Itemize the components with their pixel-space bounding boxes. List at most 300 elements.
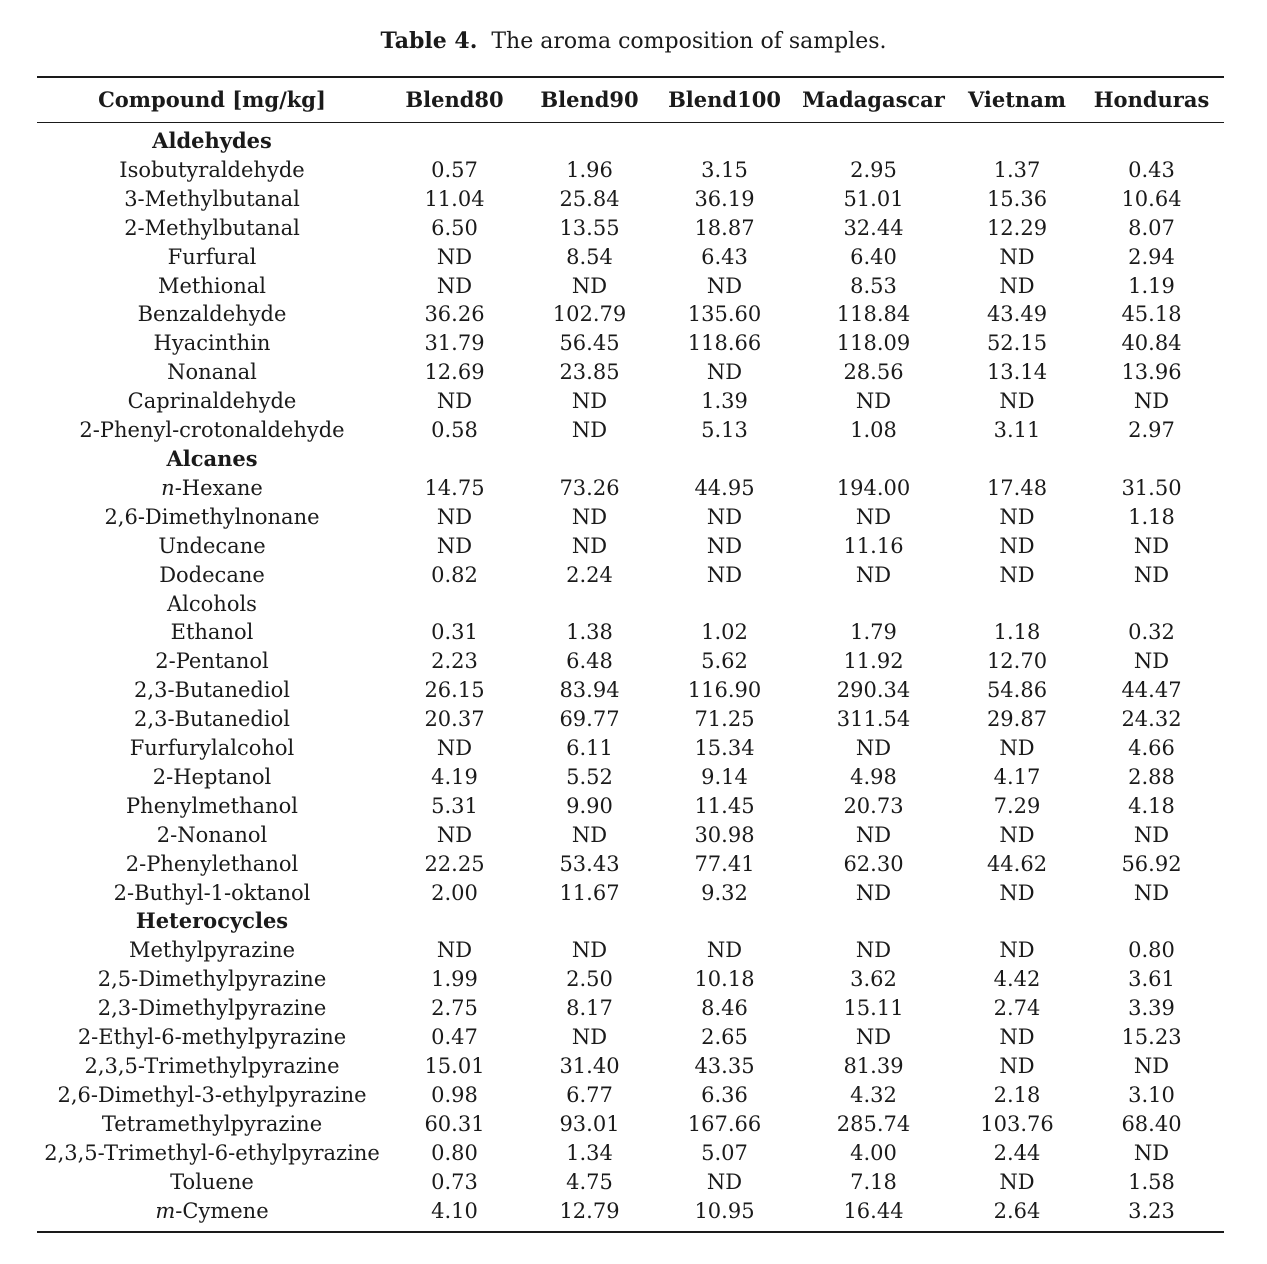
value-cell-vietnam: ND bbox=[999, 1054, 1035, 1078]
value-cell-madagascar: 1.79 bbox=[850, 620, 897, 645]
value-cell-blend100: 11.45 bbox=[694, 793, 755, 818]
value-cell-vietnam: ND bbox=[999, 533, 1035, 558]
value-cell-blend80: ND bbox=[436, 389, 473, 414]
table-row bbox=[37, 532, 1224, 561]
value-cell-blend100: 18.87 bbox=[694, 215, 755, 240]
value-cell-blend80: 0.73 bbox=[431, 1169, 478, 1194]
value-cell-vietnam: 2.44 bbox=[993, 1140, 1041, 1165]
value-cell-madagascar: 311.54 bbox=[836, 707, 911, 732]
value-cell-honduras: 2.88 bbox=[1128, 764, 1175, 789]
category-row bbox=[37, 590, 1224, 619]
value-cell-honduras: ND bbox=[1133, 562, 1170, 587]
value-cell-vietnam: ND bbox=[999, 562, 1035, 587]
value-cell-blend80: 4.19 bbox=[431, 764, 478, 789]
value-cell-madagascar: ND bbox=[855, 389, 892, 414]
compound-name: Furfurylalcohol bbox=[129, 736, 295, 761]
value-cell-blend100: 135.60 bbox=[687, 302, 762, 327]
table-header bbox=[37, 77, 1224, 123]
value-cell-vietnam: 2.64 bbox=[993, 1198, 1041, 1223]
value-cell-vietnam: 17.48 bbox=[986, 475, 1048, 500]
value-cell-madagascar: ND bbox=[855, 562, 892, 587]
category-row bbox=[37, 907, 1224, 936]
value-cell-honduras: ND bbox=[1133, 1140, 1170, 1165]
compound-name: 2,6-Dimethyl-3-ethylpyrazine bbox=[57, 1082, 367, 1107]
value-cell-blend100: 9.14 bbox=[701, 764, 748, 789]
table-row bbox=[37, 329, 1224, 358]
table-row bbox=[37, 156, 1224, 185]
compound-name: Furfural bbox=[167, 244, 257, 269]
value-cell-honduras: ND bbox=[1133, 880, 1170, 905]
value-cell-blend90: 8.17 bbox=[566, 996, 613, 1021]
value-cell-madagascar: ND bbox=[855, 1025, 892, 1050]
category-label: Heterocycles bbox=[135, 908, 289, 934]
value-cell-madagascar: 7.18 bbox=[850, 1169, 897, 1194]
value-cell-vietnam: 12.29 bbox=[986, 215, 1048, 240]
value-cell-blend100: 10.18 bbox=[694, 967, 755, 992]
value-cell-blend100: ND bbox=[706, 273, 743, 298]
value-cell-blend80: 2.75 bbox=[431, 996, 478, 1021]
value-cell-vietnam: ND bbox=[999, 880, 1035, 905]
value-cell-blend80: ND bbox=[436, 273, 473, 298]
value-cell-blend90: 56.45 bbox=[559, 331, 620, 356]
value-cell-blend100: 6.43 bbox=[701, 244, 748, 269]
empty-cell bbox=[522, 590, 657, 619]
compound-name: 3-Methylbutanal bbox=[124, 186, 300, 211]
compound-name: Ethanol bbox=[170, 620, 254, 645]
value-cell-vietnam: 54.86 bbox=[986, 678, 1048, 703]
value-cell-blend90: 4.75 bbox=[566, 1169, 613, 1194]
value-cell-honduras: 4.66 bbox=[1128, 736, 1175, 761]
table-row bbox=[37, 416, 1224, 445]
value-cell-honduras: 40.84 bbox=[1121, 331, 1182, 356]
value-cell-blend100: 36.19 bbox=[694, 186, 755, 211]
value-cell-blend100: ND bbox=[706, 533, 743, 558]
compound-name-text: -Cymene bbox=[175, 1198, 269, 1223]
table-row bbox=[37, 561, 1224, 590]
value-cell-vietnam: 15.36 bbox=[986, 186, 1048, 211]
value-cell-vietnam: 2.74 bbox=[993, 996, 1041, 1021]
value-cell-blend90: 2.50 bbox=[566, 967, 613, 992]
value-cell-madagascar: ND bbox=[855, 822, 892, 847]
value-cell-honduras: 0.80 bbox=[1128, 938, 1175, 963]
compound-name: Undecane bbox=[158, 533, 266, 558]
value-cell-blend90: 6.48 bbox=[566, 649, 613, 674]
value-cell-blend100: 15.34 bbox=[694, 736, 755, 761]
empty-cell bbox=[1079, 907, 1224, 936]
value-cell-blend80: 2.00 bbox=[431, 880, 478, 905]
empty-cell bbox=[522, 445, 657, 474]
table-row bbox=[37, 1052, 1224, 1081]
empty-cell bbox=[657, 907, 792, 936]
value-cell-vietnam: ND bbox=[999, 389, 1035, 414]
value-cell-blend80: ND bbox=[436, 533, 473, 558]
value-cell-vietnam: 7.29 bbox=[993, 793, 1041, 818]
value-cell-blend100: ND bbox=[706, 562, 743, 587]
value-cell-honduras: 0.32 bbox=[1128, 620, 1175, 645]
table-row bbox=[37, 705, 1224, 734]
value-cell-blend90: ND bbox=[571, 504, 608, 529]
compound-prefix: n bbox=[161, 475, 175, 500]
value-cell-madagascar: 62.30 bbox=[843, 851, 904, 876]
value-cell-blend90: 6.77 bbox=[566, 1082, 613, 1107]
value-cell-blend80: 14.75 bbox=[424, 475, 485, 500]
compound-name: Isobutyraldehyde bbox=[119, 157, 305, 182]
empty-cell bbox=[955, 123, 1079, 156]
value-cell-blend90: 13.55 bbox=[559, 215, 620, 240]
table-caption bbox=[0, 27, 1267, 56]
value-cell-blend80: ND bbox=[436, 822, 473, 847]
value-cell-madagascar: 4.98 bbox=[850, 764, 897, 789]
column-header-madagascar: Madagascar bbox=[802, 87, 945, 112]
value-cell-blend80: ND bbox=[436, 938, 473, 963]
compound-prefix: m bbox=[155, 1198, 176, 1223]
value-cell-blend100: 1.02 bbox=[701, 620, 748, 645]
column-header-blend100: Blend100 bbox=[668, 87, 781, 112]
empty-cell bbox=[657, 445, 792, 474]
value-cell-honduras: 1.18 bbox=[1128, 504, 1175, 529]
value-cell-honduras: ND bbox=[1133, 389, 1170, 414]
value-cell-madagascar: 2.95 bbox=[850, 157, 897, 182]
table-row bbox=[37, 214, 1224, 243]
column-header-blend90: Blend90 bbox=[540, 87, 639, 112]
value-cell-blend90: 93.01 bbox=[559, 1111, 620, 1136]
value-cell-madagascar: 6.40 bbox=[850, 244, 897, 269]
value-cell-blend100: 9.32 bbox=[701, 880, 748, 905]
value-cell-honduras: 68.40 bbox=[1121, 1111, 1182, 1136]
value-cell-blend90: 53.43 bbox=[559, 851, 620, 876]
value-cell-blend100: 118.66 bbox=[687, 331, 762, 356]
value-cell-blend80: ND bbox=[436, 504, 473, 529]
empty-cell bbox=[1079, 123, 1224, 156]
value-cell-blend90: 25.84 bbox=[559, 186, 620, 211]
value-cell-blend90: ND bbox=[571, 418, 608, 443]
value-cell-blend90: 69.77 bbox=[559, 707, 620, 732]
compound-name: Toluene bbox=[170, 1169, 254, 1194]
value-cell-vietnam: 3.11 bbox=[993, 418, 1041, 443]
value-cell-honduras: 3.61 bbox=[1128, 967, 1175, 992]
value-cell-honduras: 2.94 bbox=[1128, 244, 1175, 269]
empty-cell bbox=[792, 907, 955, 936]
value-cell-vietnam: ND bbox=[999, 822, 1035, 847]
value-cell-blend80: 60.31 bbox=[424, 1111, 485, 1136]
empty-cell bbox=[792, 123, 955, 156]
value-cell-madagascar: 3.62 bbox=[850, 967, 897, 992]
value-cell-blend100: 44.95 bbox=[694, 475, 755, 500]
value-cell-blend90: ND bbox=[571, 533, 608, 558]
value-cell-blend80: 0.98 bbox=[431, 1082, 478, 1107]
value-cell-madagascar: 8.53 bbox=[850, 273, 897, 298]
compound-name: 2,6-Dimethylnonane bbox=[104, 504, 320, 529]
value-cell-blend80: 0.57 bbox=[431, 157, 478, 182]
value-cell-blend100: ND bbox=[706, 938, 743, 963]
value-cell-blend80: 31.79 bbox=[424, 331, 485, 356]
value-cell-madagascar: 51.01 bbox=[843, 186, 904, 211]
value-cell-blend90: 31.40 bbox=[559, 1054, 620, 1078]
value-cell-blend90: 83.94 bbox=[559, 678, 620, 703]
value-cell-vietnam: 13.14 bbox=[986, 360, 1048, 385]
value-cell-honduras: 10.64 bbox=[1121, 186, 1182, 211]
value-cell-honduras: 44.47 bbox=[1121, 678, 1182, 703]
compound-name: 2-Methylbutanal bbox=[124, 215, 300, 240]
value-cell-blend90: 1.96 bbox=[566, 157, 613, 182]
value-cell-blend100: 1.39 bbox=[701, 389, 748, 414]
compound-name: 2,3,5-Trimethyl-6-ethylpyrazine bbox=[44, 1140, 380, 1165]
table-row bbox=[37, 936, 1224, 965]
table-body bbox=[37, 123, 1224, 1233]
value-cell-blend100: 5.07 bbox=[701, 1140, 748, 1165]
table-caption-label: Table 4. bbox=[380, 28, 478, 54]
value-cell-blend80: 2.23 bbox=[431, 649, 478, 674]
table-row bbox=[37, 243, 1224, 272]
value-cell-vietnam: 4.42 bbox=[993, 967, 1041, 992]
value-cell-blend100: 77.41 bbox=[694, 851, 755, 876]
column-header-compound: Compound [mg/kg] bbox=[98, 87, 326, 112]
value-cell-honduras: 13.96 bbox=[1121, 360, 1182, 385]
column-header-vietnam: Vietnam bbox=[967, 87, 1067, 112]
value-cell-honduras: 2.97 bbox=[1128, 418, 1175, 443]
value-cell-madagascar: 1.08 bbox=[850, 418, 897, 443]
table-caption-text: The aroma composition of samples. bbox=[491, 29, 887, 54]
value-cell-vietnam: ND bbox=[999, 1169, 1035, 1194]
value-cell-blend100: 8.46 bbox=[701, 996, 748, 1021]
value-cell-vietnam: 44.62 bbox=[986, 851, 1048, 876]
aroma-composition-table bbox=[37, 76, 1224, 1233]
value-cell-blend100: 6.36 bbox=[701, 1082, 748, 1107]
compound-name: 2-Phenyl-crotonaldehyde bbox=[79, 418, 345, 443]
empty-cell bbox=[955, 590, 1079, 619]
compound-name bbox=[37, 474, 387, 503]
value-cell-madagascar: 16.44 bbox=[843, 1198, 904, 1223]
empty-cell bbox=[1079, 445, 1224, 474]
table-row bbox=[37, 734, 1224, 763]
value-cell-vietnam: 4.17 bbox=[993, 764, 1041, 789]
value-cell-blend80: 20.37 bbox=[424, 707, 485, 732]
value-cell-blend100: 167.66 bbox=[687, 1111, 762, 1136]
value-cell-blend90: ND bbox=[571, 273, 608, 298]
empty-cell bbox=[955, 907, 1079, 936]
value-cell-vietnam: ND bbox=[999, 273, 1035, 298]
table-row bbox=[37, 387, 1224, 416]
compound-name: 2-Phenylethanol bbox=[125, 851, 299, 876]
compound-name: 2,3-Butanediol bbox=[134, 678, 290, 703]
value-cell-vietnam: 12.70 bbox=[986, 649, 1048, 674]
category-row bbox=[37, 445, 1224, 474]
value-cell-madagascar: 290.34 bbox=[836, 678, 911, 703]
value-cell-vietnam: 29.87 bbox=[986, 707, 1048, 732]
compound-name: Dodecane bbox=[159, 562, 265, 587]
value-cell-honduras: 1.19 bbox=[1128, 273, 1175, 298]
value-cell-honduras: 45.18 bbox=[1121, 302, 1182, 327]
value-cell-madagascar: 118.84 bbox=[836, 302, 911, 327]
value-cell-blend90: 6.11 bbox=[566, 736, 613, 761]
table-row bbox=[37, 272, 1224, 301]
value-cell-blend80: 0.58 bbox=[431, 418, 478, 443]
compound-name: 2-Pentanol bbox=[155, 649, 269, 674]
value-cell-vietnam: ND bbox=[999, 736, 1035, 761]
compound-name: Methylpyrazine bbox=[128, 938, 296, 963]
value-cell-blend80: 1.99 bbox=[431, 967, 478, 992]
value-cell-vietnam: 1.37 bbox=[993, 157, 1041, 182]
value-cell-blend80: 12.69 bbox=[424, 360, 485, 385]
value-cell-blend100: ND bbox=[706, 1169, 743, 1194]
compound-name: Caprinaldehyde bbox=[127, 389, 297, 414]
value-cell-vietnam: 43.49 bbox=[986, 302, 1048, 327]
empty-cell bbox=[522, 123, 657, 156]
table-row bbox=[37, 1139, 1224, 1168]
value-cell-honduras: 31.50 bbox=[1121, 475, 1182, 500]
value-cell-blend90: 1.34 bbox=[566, 1140, 613, 1165]
value-cell-honduras: ND bbox=[1133, 533, 1170, 558]
empty-cell bbox=[955, 445, 1079, 474]
value-cell-blend100: 5.62 bbox=[701, 649, 748, 674]
value-cell-madagascar: ND bbox=[855, 938, 892, 963]
value-cell-blend100: 30.98 bbox=[694, 822, 755, 847]
value-cell-vietnam: ND bbox=[999, 938, 1035, 963]
empty-cell bbox=[657, 123, 792, 156]
value-cell-madagascar: 15.11 bbox=[843, 996, 904, 1021]
empty-cell bbox=[657, 590, 792, 619]
value-cell-blend90: 9.90 bbox=[566, 793, 613, 818]
table-row bbox=[37, 503, 1224, 532]
value-cell-madagascar: 28.56 bbox=[843, 360, 904, 385]
table-row bbox=[37, 1110, 1224, 1139]
table-row bbox=[37, 1197, 1224, 1233]
table-row bbox=[37, 763, 1224, 792]
value-cell-blend90: 5.52 bbox=[566, 764, 613, 789]
value-cell-honduras: 0.43 bbox=[1128, 157, 1175, 182]
value-cell-blend90: 102.79 bbox=[552, 302, 627, 327]
value-cell-madagascar: 194.00 bbox=[836, 475, 911, 500]
category-label: Alcanes bbox=[166, 445, 258, 471]
compound-name: 2,3-Dimethylpyrazine bbox=[97, 996, 327, 1021]
value-cell-blend100: ND bbox=[706, 360, 743, 385]
compound-name: Tetramethylpyrazine bbox=[101, 1111, 323, 1136]
value-cell-vietnam: ND bbox=[999, 504, 1035, 529]
value-cell-blend80: 0.82 bbox=[431, 562, 478, 587]
value-cell-madagascar: 32.44 bbox=[843, 215, 904, 240]
value-cell-honduras: 1.58 bbox=[1128, 1169, 1175, 1194]
category-label: Alcohols bbox=[167, 591, 257, 616]
value-cell-honduras: 8.07 bbox=[1128, 215, 1175, 240]
column-header-blend80: Blend80 bbox=[405, 87, 504, 112]
table-row bbox=[37, 994, 1224, 1023]
value-cell-honduras: 3.10 bbox=[1128, 1082, 1175, 1107]
value-cell-blend90: 73.26 bbox=[559, 475, 620, 500]
value-cell-blend90: ND bbox=[571, 1025, 608, 1050]
empty-cell bbox=[387, 590, 522, 619]
value-cell-honduras: 3.23 bbox=[1128, 1198, 1175, 1223]
table-row bbox=[37, 676, 1224, 705]
value-cell-madagascar: 4.00 bbox=[850, 1140, 897, 1165]
compound-name: Benzaldehyde bbox=[137, 302, 287, 327]
category-label: Aldehydes bbox=[152, 128, 272, 153]
empty-cell bbox=[387, 123, 522, 156]
value-cell-blend90: 2.24 bbox=[566, 562, 613, 587]
value-cell-madagascar: 11.92 bbox=[843, 649, 904, 674]
value-cell-blend100: 71.25 bbox=[694, 707, 755, 732]
value-cell-honduras: ND bbox=[1133, 1054, 1170, 1078]
value-cell-blend80: 22.25 bbox=[424, 851, 485, 876]
empty-cell bbox=[387, 907, 522, 936]
compound-name: 2-Buthyl-1-oktanol bbox=[113, 880, 311, 905]
value-cell-blend90: ND bbox=[571, 938, 608, 963]
compound-name: 2,3-Butanediol bbox=[134, 707, 290, 732]
value-cell-blend90: ND bbox=[571, 389, 608, 414]
value-cell-blend100: 5.13 bbox=[701, 418, 748, 443]
value-cell-blend80: 11.04 bbox=[424, 186, 485, 211]
compound-name: Methional bbox=[157, 273, 266, 298]
compound-name: 2-Heptanol bbox=[152, 764, 272, 789]
value-cell-blend100: 10.95 bbox=[694, 1198, 755, 1223]
value-cell-vietnam: ND bbox=[999, 244, 1035, 269]
header-row bbox=[37, 77, 1224, 123]
empty-cell bbox=[387, 445, 522, 474]
value-cell-blend100: 2.65 bbox=[701, 1025, 748, 1050]
compound-name: Hyacinthin bbox=[153, 331, 271, 356]
value-cell-madagascar: 20.73 bbox=[843, 793, 904, 818]
table-row bbox=[37, 618, 1224, 647]
compound-name-text: -Hexane bbox=[174, 475, 263, 500]
value-cell-blend80: ND bbox=[436, 244, 473, 269]
table-row bbox=[37, 185, 1224, 214]
value-cell-blend90: 8.54 bbox=[566, 244, 613, 269]
category-row bbox=[37, 123, 1224, 156]
value-cell-blend90: ND bbox=[571, 822, 608, 847]
value-cell-blend80: 0.47 bbox=[431, 1025, 478, 1050]
value-cell-honduras: 24.32 bbox=[1121, 707, 1182, 732]
value-cell-madagascar: ND bbox=[855, 504, 892, 529]
table-row bbox=[37, 1081, 1224, 1110]
value-cell-blend80: 15.01 bbox=[424, 1054, 485, 1078]
value-cell-madagascar: 118.09 bbox=[836, 331, 911, 356]
table-row bbox=[37, 300, 1224, 329]
table-row bbox=[37, 474, 1224, 503]
value-cell-vietnam: 52.15 bbox=[986, 331, 1048, 356]
table-row bbox=[37, 647, 1224, 676]
value-cell-blend100: 3.15 bbox=[701, 157, 748, 182]
table-row bbox=[37, 821, 1224, 850]
value-cell-blend80: 6.50 bbox=[431, 215, 478, 240]
table-row bbox=[37, 1023, 1224, 1052]
column-header-honduras: Honduras bbox=[1093, 87, 1210, 112]
value-cell-blend80: 0.31 bbox=[431, 620, 478, 645]
value-cell-blend90: 1.38 bbox=[566, 620, 613, 645]
value-cell-vietnam: 103.76 bbox=[980, 1111, 1054, 1136]
table-row bbox=[37, 1168, 1224, 1197]
value-cell-blend90: 11.67 bbox=[559, 880, 620, 905]
value-cell-blend100: ND bbox=[706, 504, 743, 529]
value-cell-madagascar: ND bbox=[855, 880, 892, 905]
value-cell-madagascar: 11.16 bbox=[843, 533, 904, 558]
value-cell-blend90: 12.79 bbox=[559, 1198, 620, 1223]
value-cell-blend80: 36.26 bbox=[424, 302, 485, 327]
empty-cell bbox=[792, 590, 955, 619]
empty-cell bbox=[1079, 590, 1224, 619]
empty-cell bbox=[792, 445, 955, 474]
value-cell-blend80: 4.10 bbox=[431, 1198, 478, 1223]
compound-name: 2,5-Dimethylpyrazine bbox=[97, 967, 327, 992]
compound-name bbox=[37, 1197, 387, 1233]
value-cell-madagascar: ND bbox=[855, 736, 892, 761]
compound-name: 2,3,5-Trimethylpyrazine bbox=[84, 1054, 340, 1078]
compound-name: 2-Nonanol bbox=[156, 822, 268, 847]
value-cell-honduras: 4.18 bbox=[1128, 793, 1175, 818]
value-cell-blend80: 26.15 bbox=[424, 678, 485, 703]
value-cell-madagascar: 4.32 bbox=[850, 1082, 897, 1107]
table-row bbox=[37, 792, 1224, 821]
value-cell-honduras: 56.92 bbox=[1121, 851, 1182, 876]
table-row bbox=[37, 965, 1224, 994]
